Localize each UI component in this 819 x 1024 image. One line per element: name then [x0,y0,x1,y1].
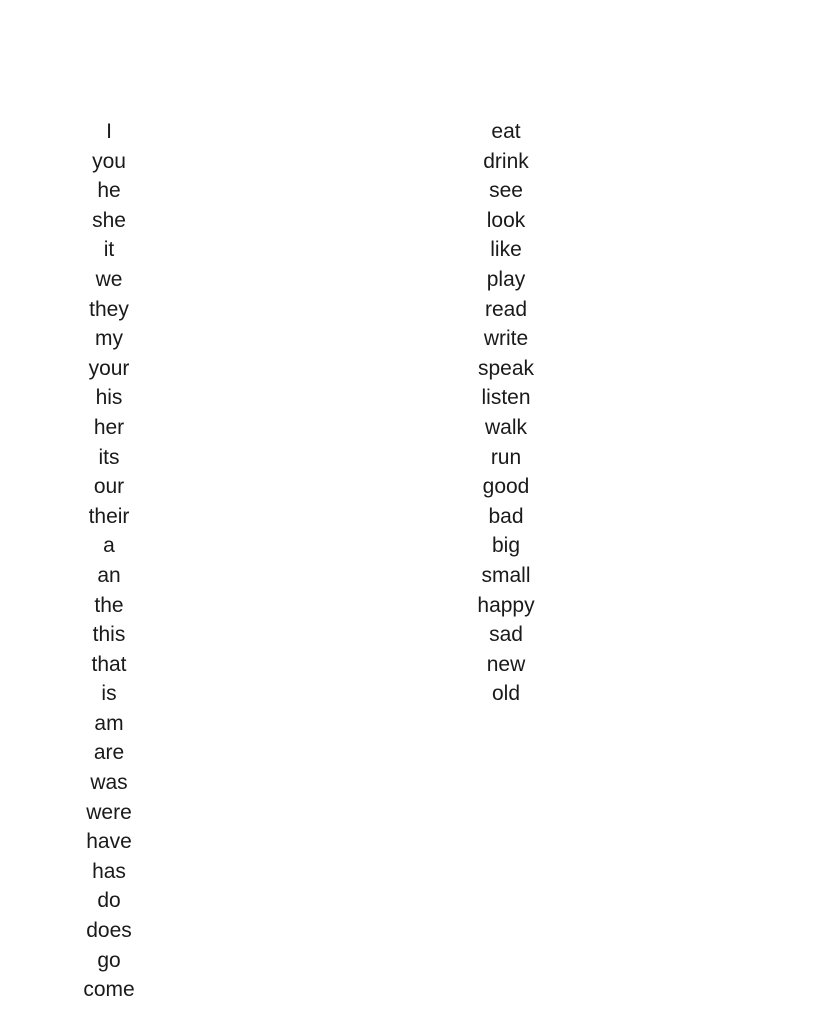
word-list-item: his [95,386,123,410]
word-list-item: you [92,149,126,173]
word-list-item: small [481,563,531,587]
word-list-item: run [490,445,522,469]
word-list-item: old [491,682,521,706]
word-column-left [39,117,179,1005]
word-list-item: is [101,682,117,706]
word-list-item: that [91,652,127,676]
word-list-item: like [490,238,522,262]
word-list-item: go [97,948,121,972]
word-list-item: new [486,652,526,676]
word-list-item: he [97,179,121,203]
word-list-item: are [93,741,125,765]
word-list-item: bad [488,504,524,528]
word-list-item: do [97,889,121,913]
word-list-item: were [86,800,132,824]
word-list-item: sad [489,623,523,647]
word-list-item: listen [481,386,531,410]
word-list-item: good [482,475,530,499]
word-list-item: come [83,978,135,1002]
word-list-item: drink [483,149,529,173]
word-list-item: am [94,711,124,735]
word-list-item: this [92,623,126,647]
word-list-item: a [103,534,115,558]
word-list-item: we [95,267,123,291]
word-list-item: happy [477,593,535,617]
word-list-item: their [88,504,130,528]
word-list-item: was [90,771,128,795]
word-list-item: an [97,563,121,587]
word-list-item: see [489,179,523,203]
word-list-item: its [98,445,120,469]
word-list-item: your [88,356,130,380]
word-list-item: my [95,327,123,351]
word-list-item: I [106,120,112,143]
word-list-item: she [92,208,126,232]
word-list-item: walk [484,415,527,439]
word-list-item: our [93,475,125,499]
word-list-item: write [483,327,529,351]
word-list-item: big [491,534,521,558]
word-list-item: her [93,415,125,439]
word-list-item: does [86,919,132,943]
word-list-item: have [86,830,132,854]
word-column-right [436,117,576,709]
word-list-item: play [486,267,526,291]
word-list-item: look [486,208,526,232]
word-list-item: they [89,297,129,321]
word-list-item: speak [477,356,535,380]
word-list-item: the [94,593,124,617]
word-list-item: read [484,297,528,321]
word-list-item: it [103,238,115,262]
word-list-item: eat [491,120,521,143]
word-list-item: has [92,859,126,883]
